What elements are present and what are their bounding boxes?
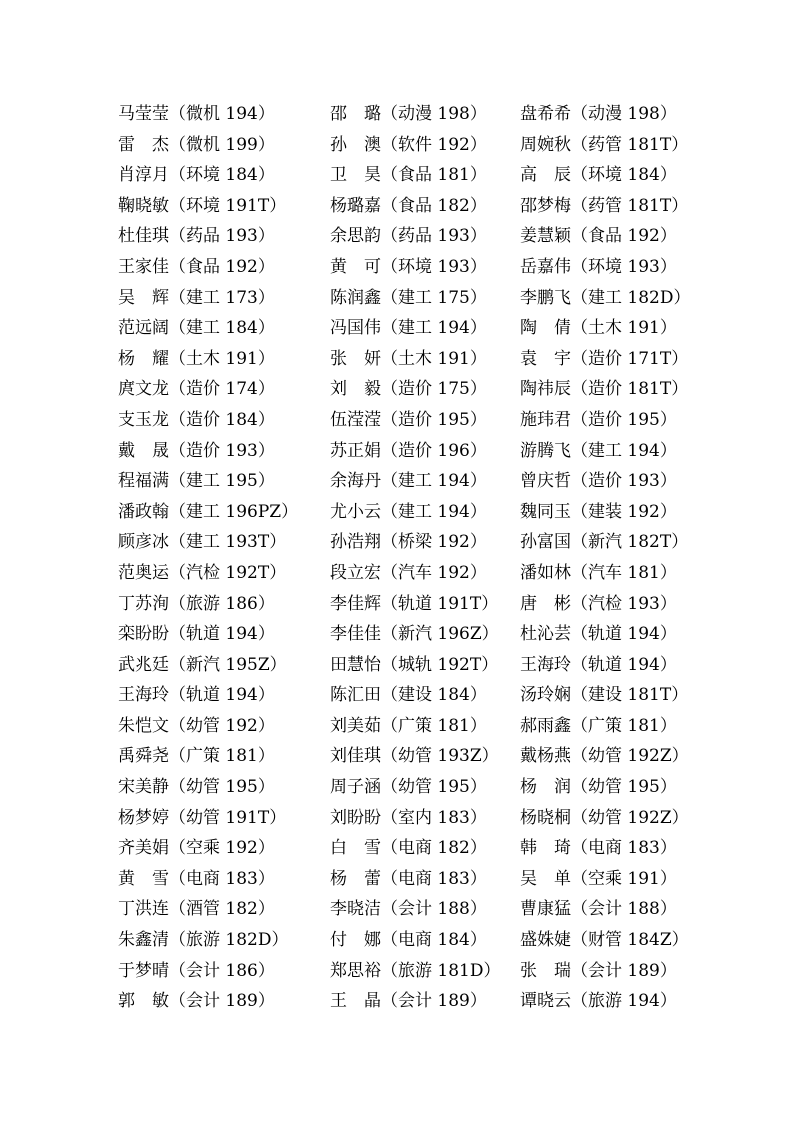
- name-entry: 段立宏（汽车 192）: [330, 562, 487, 583]
- name-entry: 丁苏洵（旅游 186）: [118, 593, 275, 614]
- name-row: [118, 833, 688, 864]
- name-list-table: [118, 99, 691, 1017]
- name-row: [118, 589, 688, 620]
- name-entry: 郝雨鑫（广策 181）: [520, 715, 677, 736]
- name-entry: 李佳辉（轨道 191T）: [330, 593, 499, 614]
- name-entry: 盘希希（动漫 198）: [520, 104, 677, 124]
- name-entry: 魏同玉（建装 192）: [520, 501, 677, 522]
- name-entry: 支玉龙（造价 184）: [118, 409, 275, 430]
- name-row: [118, 680, 688, 711]
- name-entry: 杜沁芸（轨道 194）: [520, 624, 677, 645]
- name-row: [118, 344, 688, 375]
- name-entry: 付 娜（电商 184）: [330, 930, 487, 951]
- name-entry: 齐美娟（空乘 192）: [118, 838, 275, 859]
- name-entry: 刘美茹（广策 181）: [330, 715, 487, 736]
- name-entry: 孙 澳（软件 192）: [330, 134, 487, 155]
- name-entry: 鞠晓敏（环境 191T）: [118, 195, 287, 216]
- name-entry: 尤小云（建工 194）: [330, 501, 487, 522]
- name-row: [118, 436, 688, 467]
- name-entry: 孙浩翔（桥梁 192）: [330, 532, 487, 553]
- name-row: [118, 99, 688, 130]
- name-entry: 禹舜尧（广策 181）: [118, 746, 275, 767]
- name-row: [118, 741, 688, 772]
- name-list-body: [118, 99, 691, 1017]
- name-entry: 陈润鑫（建工 175）: [330, 287, 487, 308]
- name-entry: 顾彦冰（建工 193T）: [118, 532, 287, 553]
- name-entry: 曾庆哲（造价 193）: [520, 471, 677, 492]
- name-entry: 李鹏飞（建工 182D）: [520, 287, 691, 308]
- name-entry: 盛姝婕（财管 184Z）: [520, 930, 689, 951]
- name-entry: 潘如林（汽车 181）: [520, 562, 677, 583]
- name-row: [118, 527, 688, 558]
- name-entry: 庹文龙（造价 174）: [118, 379, 275, 400]
- name-entry: 苏正娟（造价 196）: [330, 440, 487, 461]
- name-entry: 雷 杰（微机 199）: [118, 134, 275, 155]
- name-entry: 宋美静（幼管 195）: [118, 777, 275, 798]
- name-row: [118, 986, 688, 1017]
- name-entry: 戴 晟（造价 193）: [118, 440, 275, 461]
- name-entry: 丁洪连（酒管 182）: [118, 899, 275, 920]
- name-entry: 田慧怡（城轨 192T）: [330, 654, 499, 675]
- name-entry: 杨晓桐（幼管 192Z）: [520, 807, 689, 828]
- name-entry: 杜佳琪（药品 193）: [118, 226, 275, 247]
- name-entry: 王家佳（食品 192）: [118, 256, 275, 277]
- name-entry: 伍滢滢（造价 195）: [330, 409, 487, 430]
- name-entry: 施玮君（造价 195）: [520, 409, 677, 430]
- name-entry: 杨璐嘉（食品 182）: [330, 195, 487, 216]
- name-entry: 王海玲（轨道 194）: [118, 685, 275, 706]
- name-entry: 汤玲娴（建设 181T）: [520, 685, 689, 706]
- name-entry: 黄 可（环境 193）: [330, 256, 487, 277]
- name-row: [118, 772, 688, 803]
- name-entry: 潘政翰（建工 196PZ）: [118, 501, 299, 522]
- name-row: [118, 650, 688, 681]
- name-entry: 范奥运（汽检 192T）: [118, 562, 287, 583]
- name-entry: 陈汇田（建设 184）: [330, 685, 487, 706]
- name-entry: 肖淳月（环境 184）: [118, 165, 275, 186]
- name-entry: 朱恺文（幼管 192）: [118, 715, 275, 736]
- name-entry: 高 辰（环境 184）: [520, 165, 677, 186]
- name-entry: 卫 昊（食品 181）: [330, 165, 487, 186]
- name-entry: 岳嘉伟（环境 193）: [520, 256, 677, 277]
- name-entry: 杨 耀（土木 191）: [118, 348, 275, 369]
- name-entry: 游腾飞（建工 194）: [520, 440, 677, 461]
- name-entry: 邵 璐（动漫 198）: [330, 104, 487, 124]
- name-row: [118, 405, 688, 436]
- name-row: [118, 313, 688, 344]
- name-entry: 范远阔（建工 184）: [118, 318, 275, 339]
- name-entry: 姜慧颖（食品 192）: [520, 226, 677, 247]
- name-row: [118, 619, 688, 650]
- name-row: [118, 956, 688, 987]
- name-row: [118, 497, 688, 528]
- name-entry: 邵梦梅（药管 181T）: [520, 195, 689, 216]
- name-row: [118, 160, 688, 191]
- name-entry: 马莹莹（微机 194）: [118, 104, 275, 124]
- name-entry: 刘盼盼（室内 183）: [330, 807, 487, 828]
- name-entry: 王 晶（会计 189）: [330, 991, 487, 1012]
- name-entry: 李佳佳（新汽 196Z）: [330, 624, 499, 645]
- name-entry: 黄 雪（电商 183）: [118, 868, 275, 889]
- name-entry: 孙富国（新汽 182T）: [520, 532, 689, 553]
- name-row: [118, 864, 688, 895]
- name-entry: 陶 倩（土木 191）: [520, 318, 677, 339]
- name-entry: 于梦晴（会计 186）: [118, 960, 275, 981]
- name-entry: 周子涵（幼管 195）: [330, 777, 487, 798]
- name-entry: 唐 彬（汽检 193）: [520, 593, 677, 614]
- name-entry: 余思韵（药品 193）: [330, 226, 487, 247]
- name-row: [118, 283, 688, 314]
- name-entry: 栾盼盼（轨道 194）: [118, 624, 275, 645]
- name-entry: 杨 润（幼管 195）: [520, 777, 677, 798]
- name-row: [118, 803, 688, 834]
- name-row: [118, 374, 688, 405]
- name-entry: 杨 蕾（电商 183）: [330, 868, 487, 889]
- name-row: [118, 130, 688, 161]
- name-entry: 杨梦婷（幼管 191T）: [118, 807, 287, 828]
- name-entry: 武兆廷（新汽 195Z）: [118, 654, 287, 675]
- name-entry: 周婉秋（药管 181T）: [520, 134, 689, 155]
- name-entry: 张 瑞（会计 189）: [520, 960, 677, 981]
- name-row: [118, 711, 688, 742]
- name-entry: 张 妍（土木 191）: [330, 348, 487, 369]
- name-entry: 刘佳琪（幼管 193Z）: [330, 746, 499, 767]
- name-entry: 谭晓云（旅游 194）: [520, 991, 677, 1012]
- name-entry: 吴 单（空乘 191）: [520, 868, 677, 889]
- name-entry: 戴杨燕（幼管 192Z）: [520, 746, 689, 767]
- name-row: [118, 894, 688, 925]
- name-entry: 余海丹（建工 194）: [330, 471, 487, 492]
- name-entry: 吴 辉（建工 173）: [118, 287, 275, 308]
- name-entry: 朱鑫清（旅游 182D）: [118, 930, 289, 951]
- name-entry: 白 雪（电商 182）: [330, 838, 487, 859]
- name-row: [118, 191, 688, 222]
- name-row: [118, 466, 688, 497]
- name-row: [118, 221, 688, 252]
- name-entry: 刘 毅（造价 175）: [330, 379, 487, 400]
- name-entry: 袁 宇（造价 171T）: [520, 348, 689, 369]
- name-entry: 韩 琦（电商 183）: [520, 838, 677, 859]
- name-entry: 李晓洁（会计 188）: [330, 899, 487, 920]
- name-entry: 郭 敏（会计 189）: [118, 991, 275, 1012]
- name-row: [118, 252, 688, 283]
- name-entry: 陶祎辰（造价 181T）: [520, 379, 689, 400]
- name-entry: 郑思裕（旅游 181D）: [330, 960, 501, 981]
- name-entry: 王海玲（轨道 194）: [520, 654, 677, 675]
- name-row: [118, 925, 688, 956]
- name-row: [118, 558, 688, 589]
- name-entry: 程福满（建工 195）: [118, 471, 275, 492]
- name-entry: 冯国伟（建工 194）: [330, 318, 487, 339]
- name-entry: 曹康猛（会计 188）: [520, 899, 677, 920]
